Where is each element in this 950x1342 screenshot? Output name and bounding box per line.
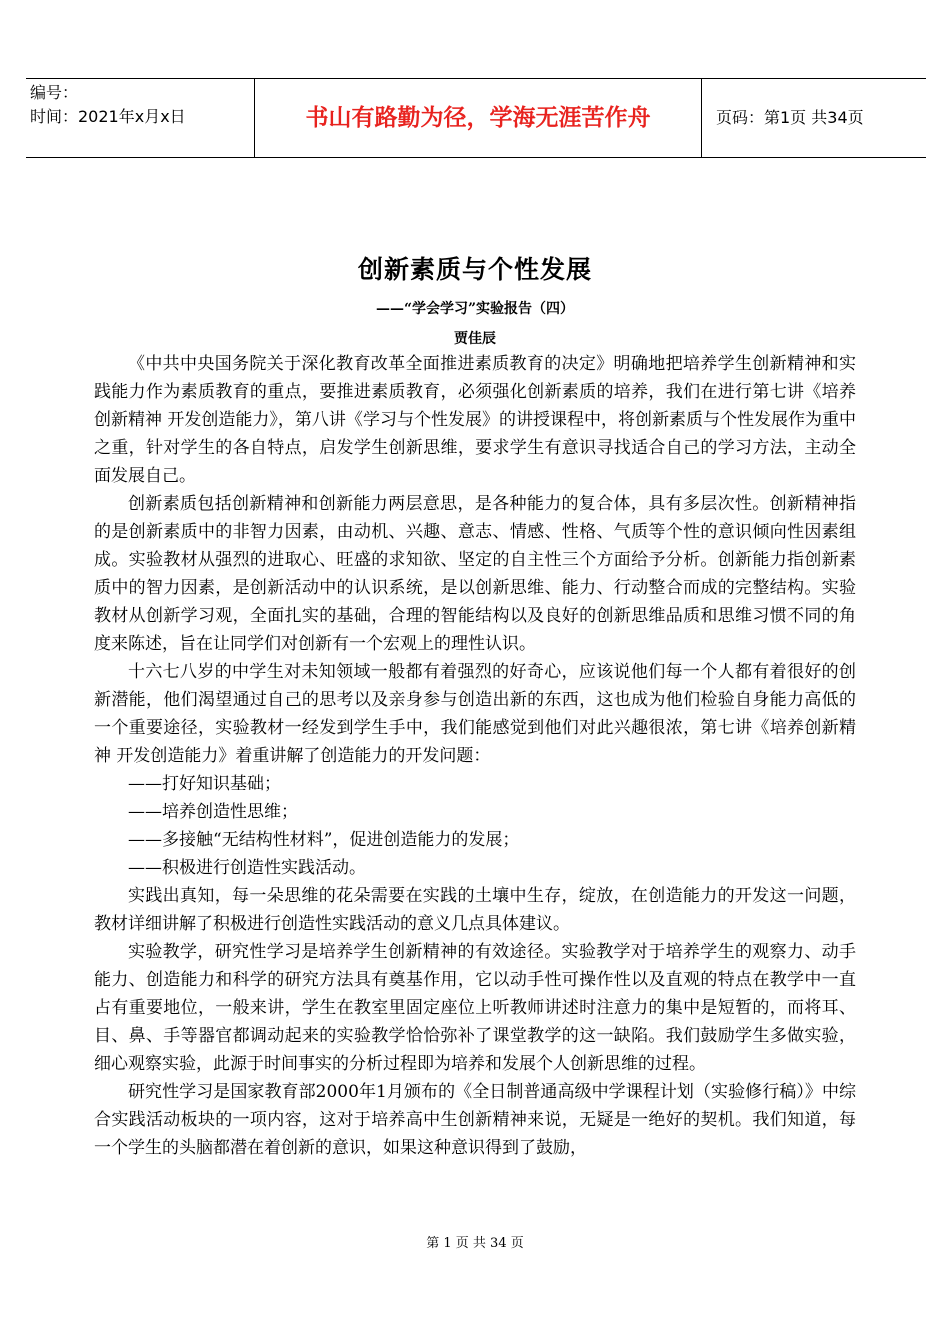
list-item: ——积极进行创造性实践活动。 — [128, 858, 366, 878]
header-motto: 书山有路勤为径，学海无涯苦作舟 — [254, 79, 702, 157]
document-title: 创新素质与个性发展 — [357, 255, 592, 284]
paragraph: 《中共中央国务院关于深化教育改革全面推进素质教育的决定》明确地把培养学生创新精神和实践能力作为素质教育的重点，要推进素质教育，必须强化创新素质的培养，我们在进行第七讲《培养创新精神 开发创造能力》，第八讲《学习与个性发展》的讲授课程中，将创新素质与个性发展作为重中之重，针对学生的各自特点，启发学生创新思维，要求学生有意识寻找适合自己的学习方法，主动全面发展自己。 — [94, 354, 856, 486]
document-author: 贾佳辰 — [454, 331, 496, 347]
page-header — [26, 78, 926, 158]
list-item: ——多接触“无结构性材料”，促进创造能力的发展； — [128, 830, 520, 850]
paragraph: 实验教学，研究性学习是培养学生创新精神的有效途径。实验教学对于培养学生的观察力、动手能力、创造能力和科学的研究方法具有奠基作用，它以动手性可操作性以及直观的特点在教学中一直占有重要地位，一般来讲，学生在教室里固定座位上听教师讲述时注意力的集中是短暂的，而将耳、目、鼻、手等器官都调动起来的实验教学恰恰弥补了课堂教学的这一缺陷。我们鼓励学生多做实验，细心观察实验，此源于时间事实的分析过程即为培养和发展个人创新思维的过程。 — [94, 942, 856, 1074]
paragraph: 实践出真知，每一朵思维的花朵需要在实践的土壤中生存，绽放，在创造能力的开发这一问题，教材详细讲解了积极进行创造性实践活动的意义几点具体建议。 — [94, 886, 856, 934]
list-item: ——培养创造性思维； — [128, 802, 298, 822]
paragraph: 十六七八岁的中学生对未知领域一般都有着强烈的好奇心，应该说他们每一个人都有着很好的创新潜能，他们渴望通过自己的思考以及亲身参与创造出新的东西，这也成为他们检验自身能力高低的一个重要途径，实验教材一经发到学生手中，我们能感觉到他们对此兴趣很浓，第七讲《培养创新精神 开发创造能力》着重讲解了创造能力的开发问题： — [94, 662, 856, 766]
paragraph: 研究性学习是国家教育部2000年1月颁布的《全日制普通高级中学课程计划（实验修行稿）》中综合实践活动板块的一项内容，这对于培养高中生创新精神来说，无疑是一绝好的契机。我们知道，每一个学生的头脑都潜在着创新的意识，如果这种意识得到了鼓励， — [94, 1082, 856, 1158]
document-subtitle: ——“学会学习”实验报告（四） — [375, 301, 575, 317]
number-label: 编号： — [30, 83, 79, 102]
header-page-info: 页码：第1页 共34页 — [716, 108, 864, 127]
paragraph: 创新素质包括创新精神和创新能力两层意思，是各种能力的复合体，具有多层次性。创新精神指的是创新素质中的非智力因素，由动机、兴趣、意志、情感、性格、气质等个性的意识倾向性因素组成。实验教材从强烈的进取心、旺盛的求知欲、坚定的自主性三个方面给予分析。创新能力指创新素质中的智力因素，是创新活动中的认识系统，是以创新思维、能力、行动整合而成的完整结构。实验教材从创新学习观，全面扎实的基础，合理的智能结构以及良好的创新思维品质和思维习惯不同的角度来陈述，旨在让同学们对创新有一个宏观上的理性认识。 — [94, 494, 856, 654]
document-body — [94, 350, 856, 1162]
header-meta — [26, 79, 254, 157]
page-footer: 第 1 页 共 34 页 — [426, 1236, 524, 1251]
list-item: ——打好知识基础； — [128, 774, 281, 794]
time-label: 时间：2021年x月x日 — [30, 107, 186, 126]
